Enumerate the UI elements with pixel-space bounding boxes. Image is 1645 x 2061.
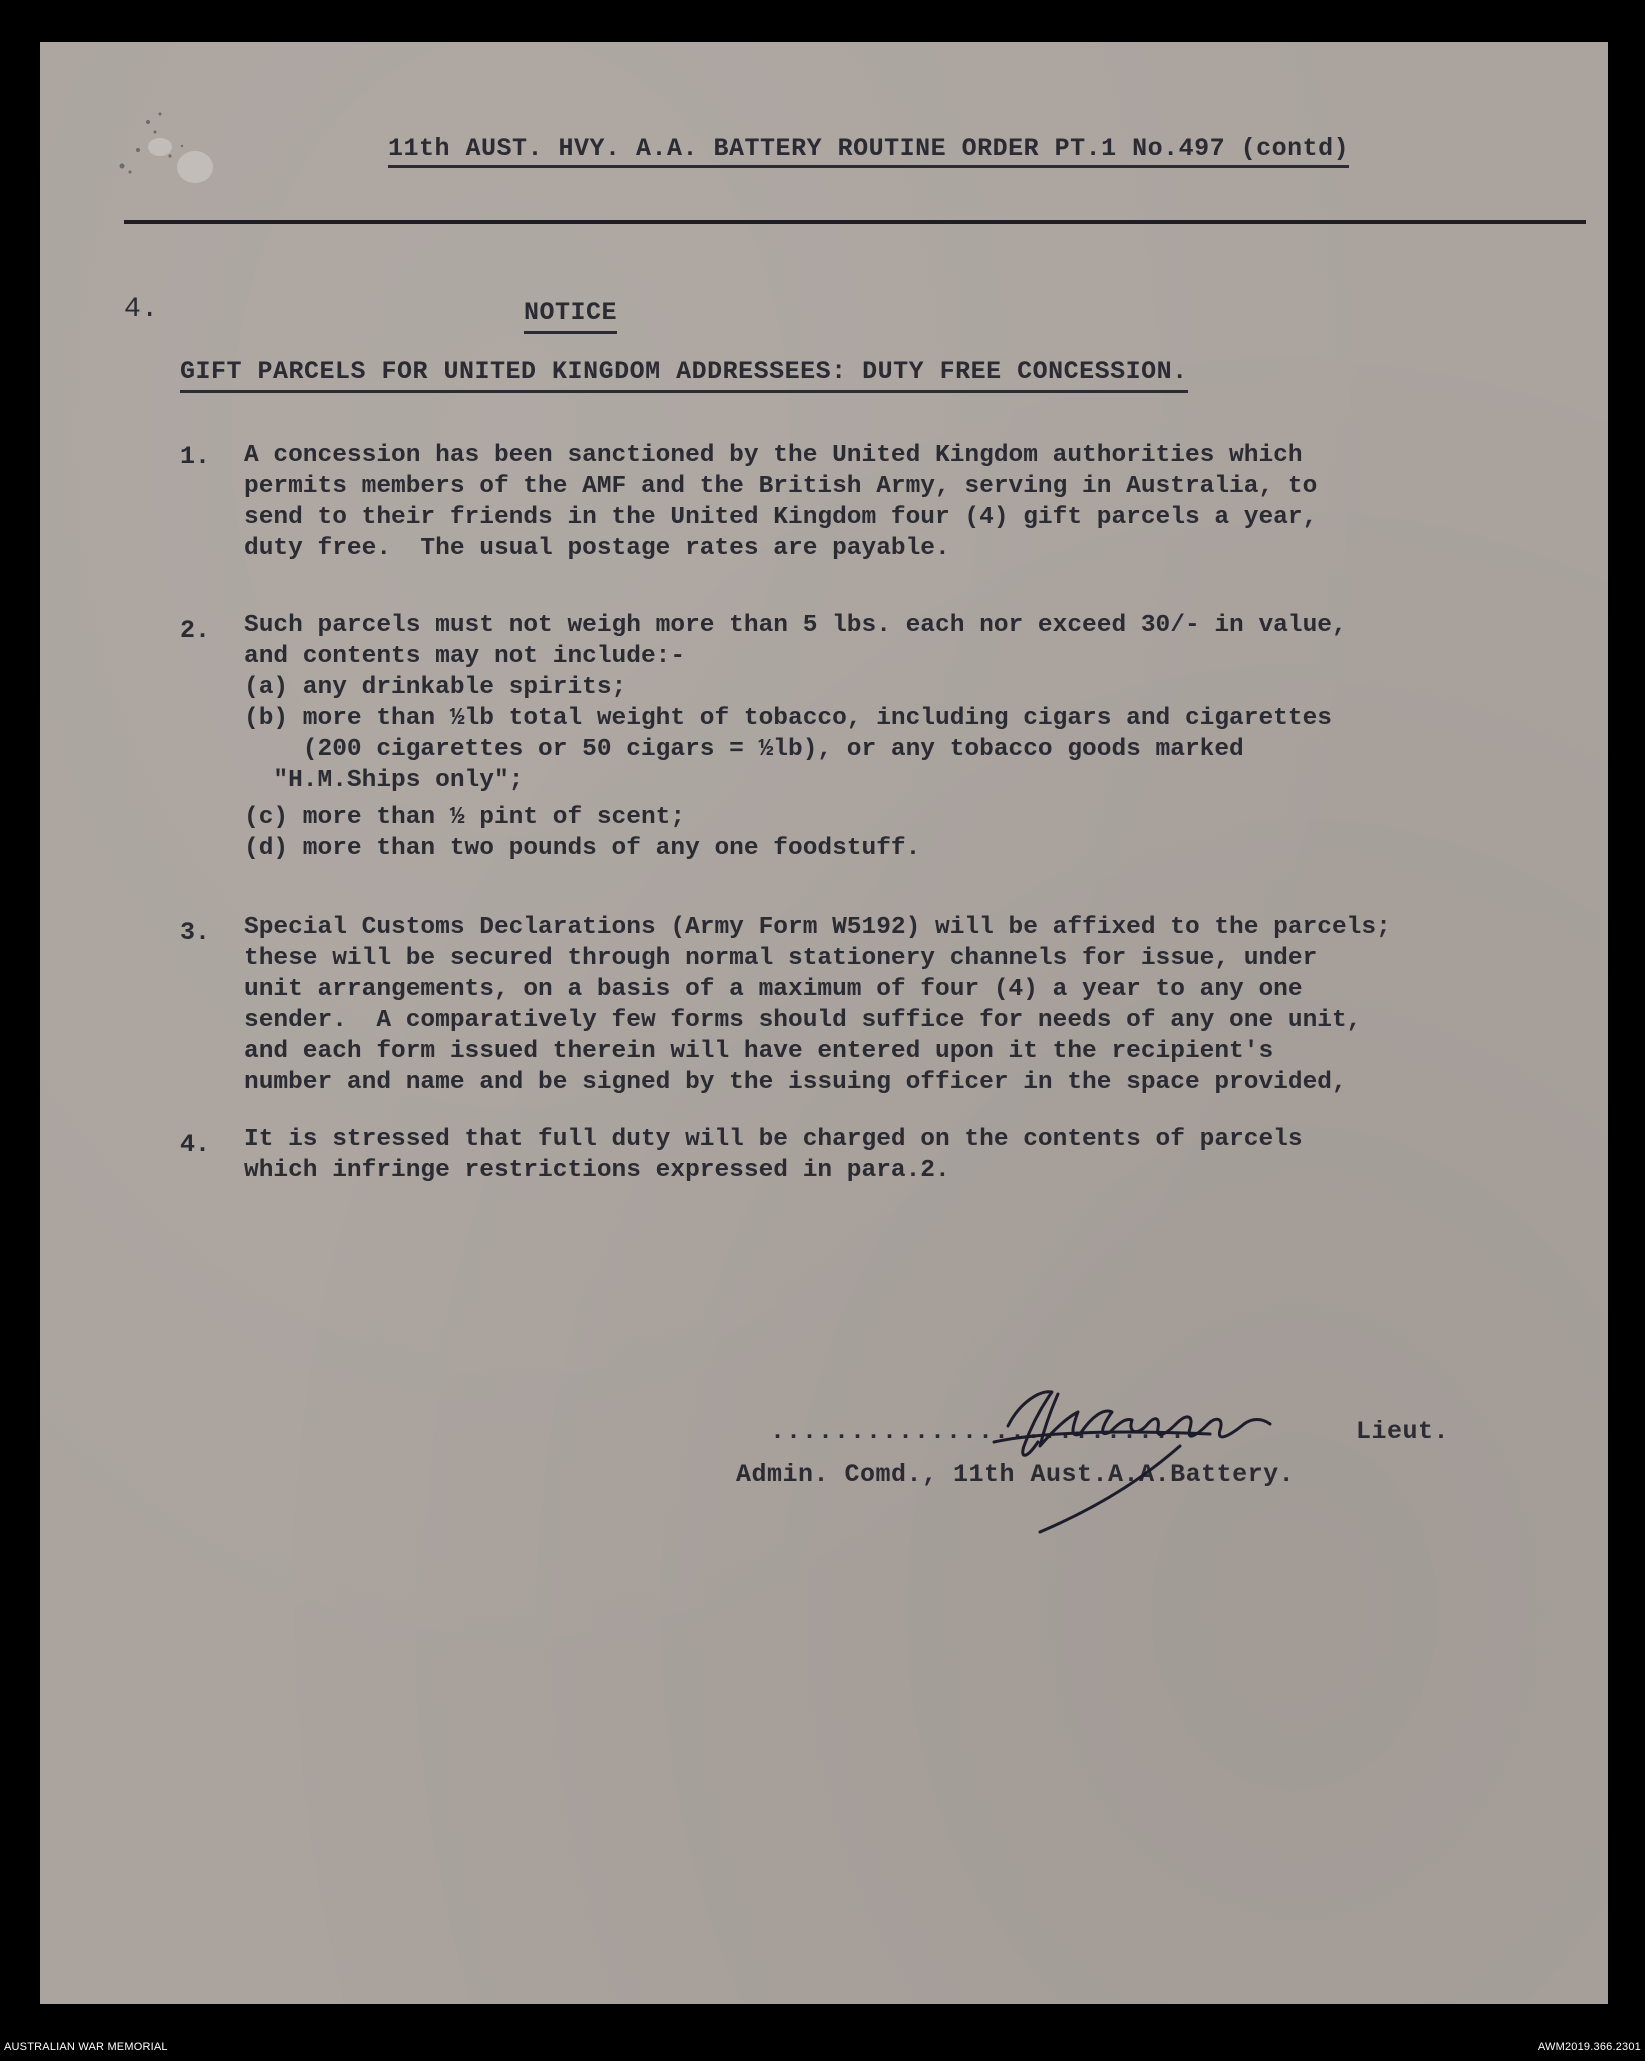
paragraph-3-line: number and name and be signed by the issuing officer in the space provided, bbox=[244, 1069, 1347, 1096]
paragraph-3-line: sender. A comparatively few forms should suffice for needs of any one unit, bbox=[244, 1007, 1362, 1034]
signatory-rank: Lieut. bbox=[1356, 1417, 1450, 1446]
signature-dotted-line: .......................... bbox=[770, 1417, 1187, 1446]
archive-caption-institution: AUSTRALIAN WAR MEMORIAL bbox=[4, 2041, 168, 2053]
section-number: 4. bbox=[124, 294, 159, 325]
paragraph-2-item-b-cont: "H.M.Ships only"; bbox=[244, 767, 524, 794]
paragraph-1-line: duty free. The usual postage rates are payable. bbox=[244, 535, 950, 562]
paragraph-1-line: A concession has been sanctioned by the United Kingdom authorities which bbox=[244, 442, 1303, 469]
paragraph-2-item-d: (d) more than two pounds of any one foodstuff. bbox=[244, 835, 921, 862]
paragraph-2-item-a: (a) any drinkable spirits; bbox=[244, 674, 627, 701]
paragraph-3-line: Special Customs Declarations (Army Form W5192) will be affixed to the parcels; bbox=[244, 914, 1391, 941]
paragraph-4-line: which infringe restrictions expressed in para.2. bbox=[244, 1157, 950, 1184]
paragraph-2-item-b: (b) more than ½lb total weight of tobacco, including cigars and cigarettes bbox=[244, 705, 1332, 732]
paragraph-3-number: 3. bbox=[180, 918, 211, 947]
paragraph-4-number: 4. bbox=[180, 1130, 211, 1159]
notice-subject: GIFT PARCELS FOR UNITED KINGDOM ADDRESSEES: DUTY FREE CONCESSION. bbox=[180, 357, 1188, 393]
signatory-appointment: Admin. Comd., 11th Aust.A.A.Battery. bbox=[736, 1460, 1295, 1489]
paragraph-2-number: 2. bbox=[180, 616, 211, 645]
paragraph-1-line: permits members of the AMF and the British Army, serving in Australia, to bbox=[244, 473, 1318, 500]
header-divider bbox=[124, 220, 1586, 224]
document-page bbox=[40, 42, 1608, 2004]
paragraph-1-number: 1. bbox=[180, 442, 211, 471]
paragraph-3-line: unit arrangements, on a basis of a maximum of four (4) a year to any one bbox=[244, 976, 1303, 1003]
paragraph-2-line: Such parcels must not weigh more than 5 lbs. each nor exceed 30/- in value, bbox=[244, 612, 1347, 639]
paragraph-2-item-c: (c) more than ½ pint of scent; bbox=[244, 804, 686, 831]
paragraph-2-line: and contents may not include:- bbox=[244, 643, 686, 670]
routine-order-header: 11th AUST. HVY. A.A. BATTERY ROUTINE ORDER PT.1 No.497 (contd) bbox=[388, 134, 1349, 168]
handwritten-signature bbox=[980, 1372, 1310, 1542]
archive-caption-accession: AWM2019.366.2301 bbox=[1537, 2041, 1641, 2053]
stamp-smudge-mark bbox=[100, 92, 230, 202]
paragraph-2-item-b-cont: (200 cigarettes or 50 cigars = ½lb), or any tobacco goods marked bbox=[244, 736, 1244, 763]
paragraph-3-line: these will be secured through normal stationery channels for issue, under bbox=[244, 945, 1318, 972]
paragraph-3-line: and each form issued therein will have entered upon it the recipient's bbox=[244, 1038, 1274, 1065]
paragraph-4-line: It is stressed that full duty will be charged on the contents of parcels bbox=[244, 1126, 1303, 1153]
paragraph-1-line: send to their friends in the United Kingdom four (4) gift parcels a year, bbox=[244, 504, 1318, 531]
notice-heading: NOTICE bbox=[524, 298, 617, 334]
